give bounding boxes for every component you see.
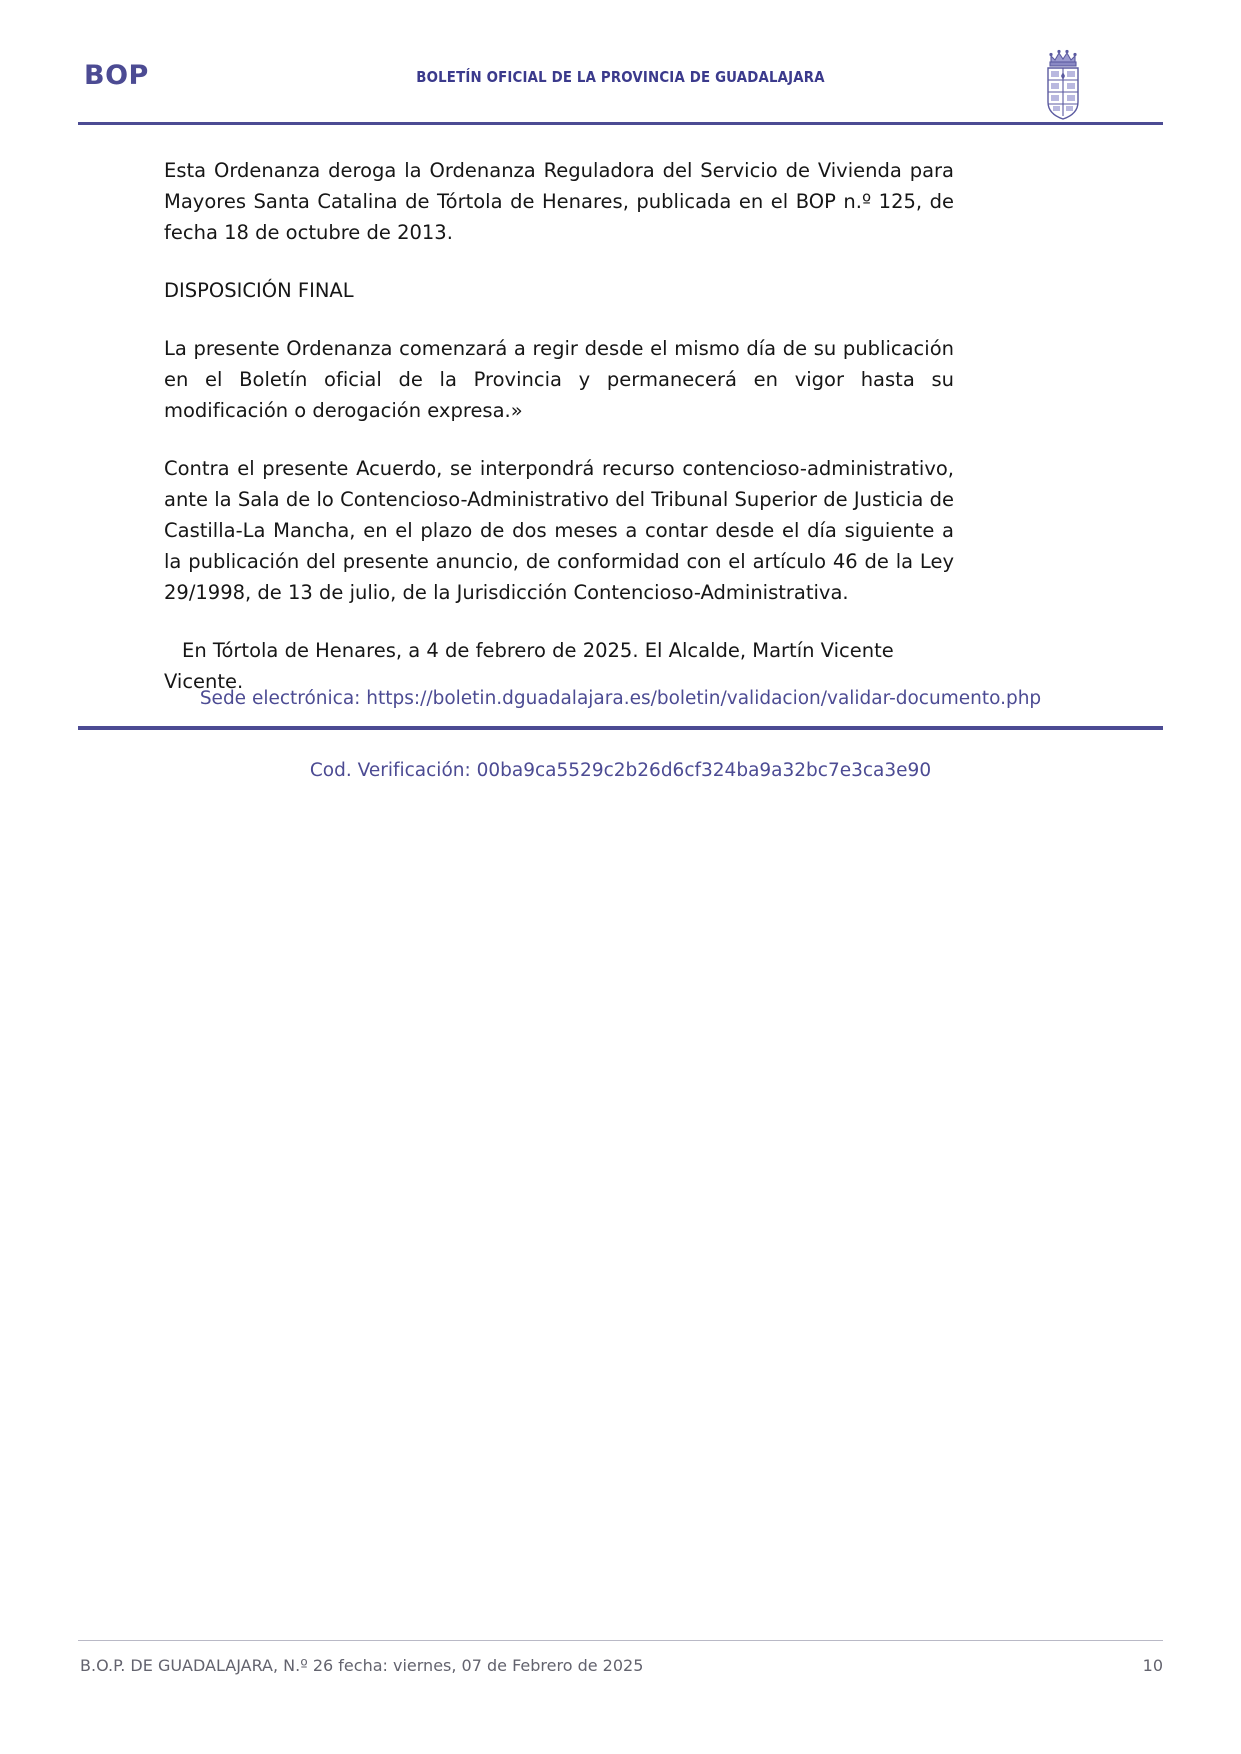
document-body	[164, 155, 954, 724]
header-divider	[78, 122, 1163, 125]
footer-page-number: 10	[1142, 1656, 1163, 1675]
coat-of-arms-icon	[1039, 44, 1087, 122]
validation-divider	[78, 726, 1163, 730]
paragraph-entrada-en-vigor: La presente Ordenanza comenzará a regir desde el mismo día de su publicación en el Boletín oficial de la Provincia y permanecerá en vigor hasta su modificación o derogación expresa.»	[164, 337, 954, 422]
paragraph-firma: En Tórtola de Henares, a 4 de febrero de 2025. El Alcalde, Martín Vicente Vicente.	[164, 639, 894, 693]
footer-publication-info: B.O.P. DE GUADALAJARA, N.º 26 fecha: viernes, 07 de Febrero de 2025	[80, 1656, 644, 1675]
page-title: BOLETÍN OFICIAL DE LA PROVINCIA DE GUADALAJARA	[416, 68, 825, 86]
paragraph-recurso: Contra el presente Acuerdo, se interpondrá recurso contencioso-administrativo, ante la Sala de lo Contencioso-Administrativo del Tribunal Superior de Justicia de Castilla-La Mancha, en el plazo de dos meses a contar desde el día siguiente a la publicación del presente anuncio, de conformidad con el artículo 46 de la Ley 29/1998, de 13 de julio, de la Jurisdicción Contencioso-Administrativa.	[164, 457, 954, 604]
verification-code: Cod. Verificación: 00ba9ca5529c2b26d6cf324ba9a32bc7e3ca3e90	[309, 760, 932, 781]
bop-logo: BOP	[84, 60, 149, 91]
page-header	[78, 48, 1163, 122]
paragraph-derogacion: Esta Ordenanza deroga la Ordenanza Reguladora del Servicio de Vivienda para Mayores Santa Catalina de Tórtola de Henares, publicada en el BOP n.º 125, de fecha 18 de octubre de 2013.	[164, 159, 954, 244]
section-heading-disposicion-final: DISPOSICIÓN FINAL	[164, 279, 354, 302]
footer-divider	[78, 1640, 1163, 1641]
sede-electronica-link[interactable]: Sede electrónica: https://boletin.dguadalajara.es/boletin/validacion/validar-documento.php	[199, 688, 1042, 709]
